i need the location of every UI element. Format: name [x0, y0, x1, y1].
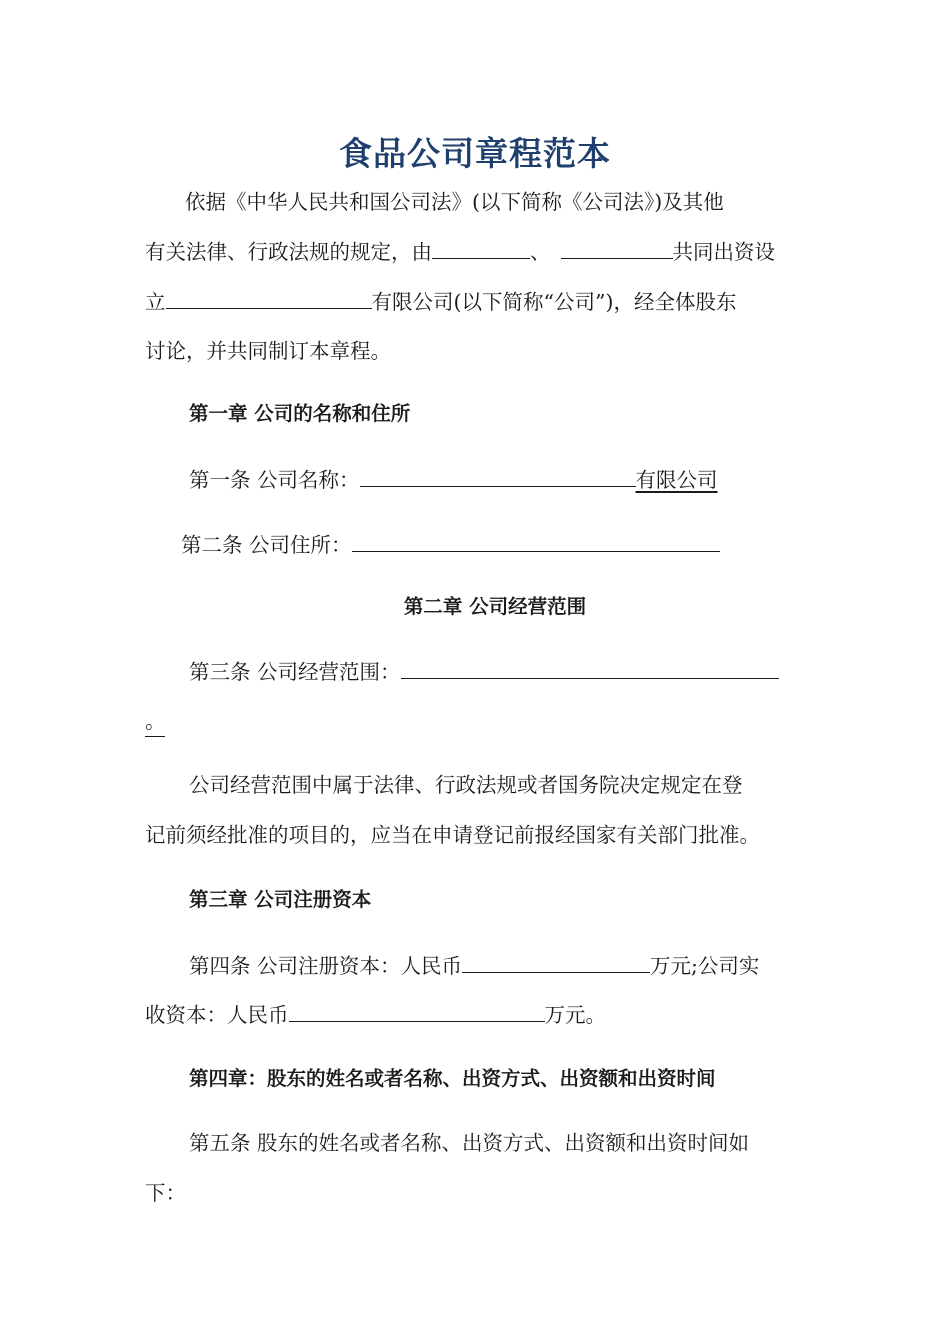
article-2-label: 第二条 公司住所： — [181, 533, 352, 557]
article-4-text: 收资本：人民币 — [145, 1003, 289, 1027]
article-4-line-2 — [145, 999, 805, 1030]
article-1-label: 第一条 公司名称： — [189, 468, 360, 492]
preamble-text: 共同出资设 — [672, 240, 775, 264]
article-3-period: 。 — [145, 706, 165, 737]
separator: 、 — [530, 240, 551, 264]
article-5-text: 下： — [145, 1181, 186, 1205]
article-4-text: 万元。 — [544, 1003, 606, 1027]
preamble-line-3 — [145, 286, 805, 317]
article-3-label: 第三条 公司经营范围： — [189, 660, 401, 684]
article-2 — [181, 529, 781, 560]
company-address-field[interactable] — [352, 529, 720, 552]
shareholder-1-blank[interactable] — [432, 236, 530, 259]
preamble-text: 立 — [145, 290, 166, 314]
preamble-line-1 — [145, 187, 805, 217]
article-5-text: 第五条 股东的姓名或者名称、出资方式、出资额和出资时间如 — [189, 1131, 750, 1155]
scope-note-line-1 — [189, 770, 809, 800]
chapter-1-heading: 第一章 公司的名称和住所 — [189, 402, 411, 425]
preamble-text: 有关法律、行政法规的规定，由 — [145, 240, 432, 264]
company-name-blank[interactable] — [166, 286, 372, 309]
preamble-line-2 — [145, 236, 805, 267]
article-3 — [189, 656, 809, 687]
article-1 — [189, 464, 789, 495]
article-5-line-1 — [189, 1128, 809, 1158]
scope-note-line-2 — [145, 820, 805, 850]
preamble-line-4 — [145, 336, 805, 366]
article-4-text: 万元;公司实 — [650, 954, 760, 978]
preamble-text: 依据《中华人民共和国公司法》(以下简称《公司法》)及其他 — [185, 190, 724, 214]
article-3-continuation — [145, 706, 805, 737]
article-1-suffix: 有限公司 — [635, 468, 718, 492]
scope-note-text: 公司经营范围中属于法律、行政法规或者国务院决定规定在登 — [189, 773, 743, 797]
chapter-2-heading: 第二章 公司经营范围 — [403, 595, 587, 618]
shareholder-2-blank[interactable] — [561, 236, 673, 259]
scope-note-text: 记前须经批准的项目的，应当在申请登记前报经国家有关部门批准。 — [145, 823, 760, 847]
business-scope-field[interactable] — [401, 656, 779, 679]
preamble-text: 讨论，并共同制订本章程。 — [145, 339, 391, 363]
chapter-4-heading: 第四章：股东的姓名或者名称、出资方式、出资额和出资时间 — [189, 1067, 716, 1090]
article-4-line-1 — [189, 950, 809, 981]
company-name-field[interactable] — [360, 464, 636, 487]
article-4-label: 第四条 公司注册资本：人民币 — [189, 954, 463, 978]
registered-capital-field[interactable] — [462, 950, 650, 973]
article-5-line-2 — [145, 1178, 805, 1208]
preamble-text: 有限公司(以下简称“公司”)，经全体股东 — [371, 290, 737, 314]
chapter-3-heading: 第三章 公司注册资本 — [189, 888, 372, 911]
paid-in-capital-field[interactable] — [289, 999, 545, 1022]
document-title: 食品公司章程范本 — [339, 134, 611, 173]
